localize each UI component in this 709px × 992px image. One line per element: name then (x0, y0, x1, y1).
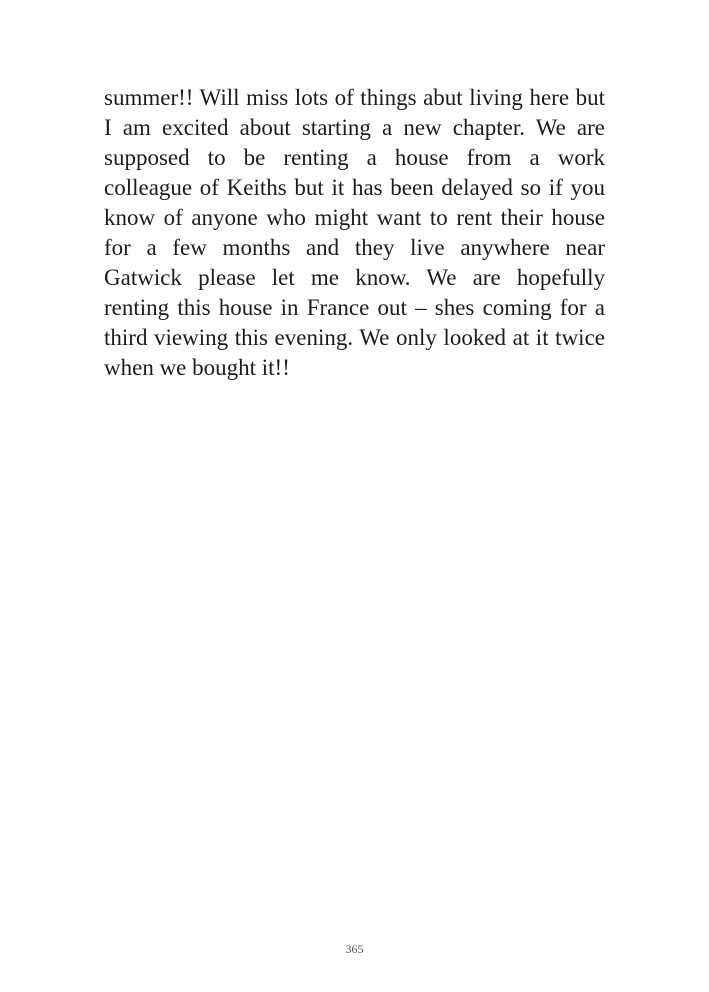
paragraph-line: for a few months and they live anywhere near (104, 235, 605, 260)
paragraph-line: colleague of Keiths but it has been delayed so if you (104, 175, 605, 200)
paragraph-line: third viewing this evening. We only looked at it twice (104, 325, 605, 350)
paragraph-line: know of anyone who might want to rent their house (104, 205, 605, 230)
paragraph-line: renting this house in France out – shes coming for a (104, 295, 605, 320)
paragraph-line: Gatwick please let me know. We are hopefully (104, 265, 605, 290)
paragraph-line: when we bought it!! (104, 355, 290, 380)
page-number: 365 (345, 942, 364, 956)
body-paragraph (104, 83, 605, 383)
paragraph-line: I am excited about starting a new chapter. We are (104, 115, 605, 140)
paragraph-line: summer!! Will miss lots of things abut living here but (104, 85, 605, 110)
paragraph-line: supposed to be renting a house from a work (104, 145, 605, 170)
